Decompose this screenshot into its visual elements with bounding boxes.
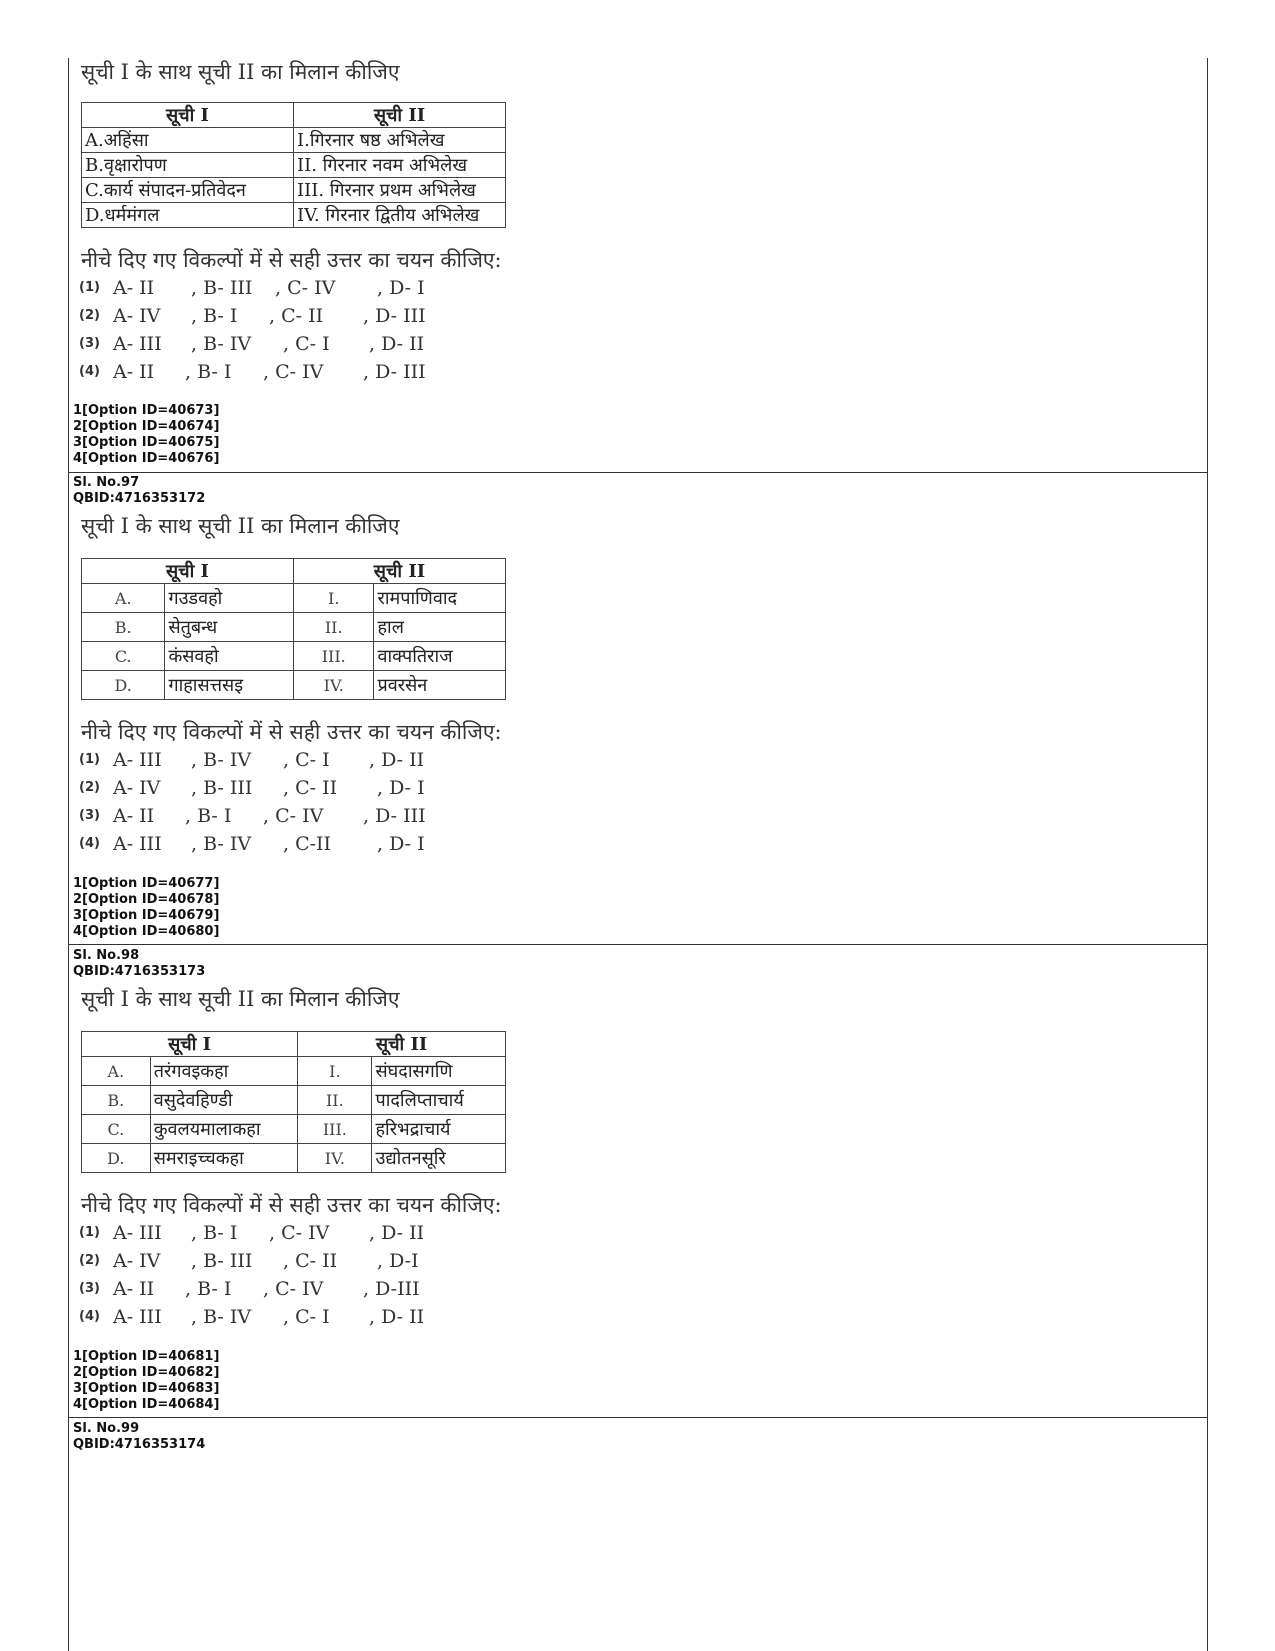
row-label: I. — [293, 584, 373, 613]
row-label: D. — [82, 1144, 151, 1173]
q96-col-head-list2: सूची II — [294, 103, 506, 128]
q96-row-b-left: B.वृक्षारोपण — [82, 153, 294, 178]
option-b: , B- III — [191, 277, 253, 299]
option-c: , C- I — [283, 1306, 330, 1328]
option-c: , C- II — [269, 305, 324, 327]
option-a: A- III — [113, 749, 162, 771]
row-item: उद्योतनसूरि — [372, 1144, 506, 1173]
row-label: II. — [293, 613, 373, 642]
option-c: , C- IV — [269, 1222, 330, 1244]
question-96-text: सूची I के साथ सूची II का मिलान कीजिए — [81, 60, 400, 84]
option-d: , D- II — [369, 1306, 425, 1328]
option-id-2: 2[Option ID=40674] — [73, 419, 220, 434]
q99-sl-no: Sl. No.99 — [73, 1421, 140, 1436]
option-d: , D- I — [377, 777, 425, 799]
option-a: A- III — [113, 1222, 162, 1244]
option-c: , C- IV — [275, 277, 336, 299]
row-item: वाक्पतिराज — [374, 642, 506, 671]
option-b: , B- IV — [191, 749, 252, 771]
row-label: D. — [82, 671, 165, 700]
option-id-4: 4[Option ID=40684] — [73, 1397, 220, 1412]
option-id-3: 3[Option ID=40683] — [73, 1381, 220, 1396]
option-a: A- IV — [113, 777, 161, 799]
row-label: B. — [82, 613, 165, 642]
option-id-1: 1[Option ID=40673] — [73, 403, 220, 418]
option-id-3: 3[Option ID=40679] — [73, 908, 220, 923]
option-id-3: 3[Option ID=40675] — [73, 435, 220, 450]
q98-col-head-list2: सूची II — [298, 1032, 506, 1057]
option-a: A- II — [113, 361, 155, 383]
option-id-4: 4[Option ID=40676] — [73, 451, 220, 466]
option-a: A- II — [113, 1278, 155, 1300]
row-item: कंसवहो — [165, 642, 294, 671]
row-label: IV. — [293, 671, 373, 700]
option-number: (3) — [79, 808, 100, 823]
option-b: , B- III — [191, 777, 253, 799]
question-97-text: सूची I के साथ सूची II का मिलान कीजिए — [81, 514, 400, 538]
option-c: , C- IV — [263, 1278, 324, 1300]
option-number: (4) — [79, 364, 100, 379]
q98-sl-no: Sl. No.98 — [73, 948, 140, 963]
question-divider — [69, 944, 1207, 945]
row-label: A. — [82, 584, 165, 613]
q96-option-ids — [69, 403, 219, 467]
q96-row-d-left: D.धर्ममंगल — [82, 203, 294, 228]
row-item: तरंगवइकहा — [150, 1057, 298, 1086]
q97-qbid: QBID:4716353172 — [73, 491, 206, 506]
option-b: , B- IV — [191, 833, 252, 855]
option-a: A- III — [113, 833, 162, 855]
row-label: C. — [82, 1115, 151, 1144]
option-d: , D-III — [363, 1278, 420, 1300]
option-a: A- IV — [113, 1250, 161, 1272]
row-label: A. — [82, 1057, 151, 1086]
row-label: C. — [82, 642, 165, 671]
option-b: , B- I — [191, 305, 238, 327]
option-b: , B- IV — [191, 1306, 252, 1328]
option-number: (2) — [79, 308, 100, 323]
option-b: , B- IV — [191, 333, 252, 355]
q96-row-c-left: C.कार्य संपादन-प्रतिवेदन — [82, 178, 294, 203]
option-d: , D- II — [369, 333, 425, 355]
row-label: II. — [298, 1086, 372, 1115]
option-c: , C- I — [283, 333, 330, 355]
option-number: (1) — [79, 280, 100, 295]
row-item: कुवलयमालाकहा — [150, 1115, 298, 1144]
option-c: , C- IV — [263, 805, 324, 827]
q98-instruction: नीचे दिए गए विकल्पों में से सही उत्तर का चयन कीजिए: — [81, 1193, 502, 1217]
option-b: , B- I — [185, 361, 232, 383]
option-a: A- III — [113, 1306, 162, 1328]
q96-row-a-left: A.अहिंसा — [82, 128, 294, 153]
q97-col-head-list2: सूची II — [293, 559, 505, 584]
option-c: , C- II — [283, 777, 338, 799]
option-number: (2) — [79, 1253, 100, 1268]
option-a: A- II — [113, 277, 155, 299]
row-item: हरिभद्राचार्य — [372, 1115, 506, 1144]
row-item: रामपाणिवाद — [374, 584, 506, 613]
option-a: A- II — [113, 805, 155, 827]
q97-option-ids — [69, 876, 219, 940]
row-label: B. — [82, 1086, 151, 1115]
row-item: गाहासत्तसइ — [165, 671, 294, 700]
row-label: III. — [293, 642, 373, 671]
q98-match-table — [81, 1031, 506, 1173]
row-item: हाल — [374, 613, 506, 642]
q98-option-ids — [69, 1349, 219, 1413]
option-d: , D- III — [363, 305, 426, 327]
row-item: गउडवहो — [165, 584, 294, 613]
q96-row-a-right: I.गिरनार षष्ठ अभिलेख — [294, 128, 506, 153]
row-item: वसुदेवहिण्डी — [150, 1086, 298, 1115]
option-number: (1) — [79, 752, 100, 767]
option-d: , D- I — [377, 277, 425, 299]
option-number: (3) — [79, 1281, 100, 1296]
option-id-2: 2[Option ID=40682] — [73, 1365, 220, 1380]
option-c: , C-II — [283, 833, 332, 855]
q96-col-head-list1: सूची I — [82, 103, 294, 128]
q98-header — [69, 948, 205, 980]
q99-qbid: QBID:4716353174 — [73, 1437, 206, 1452]
option-d: , D- II — [369, 1222, 425, 1244]
option-b: , B- I — [185, 805, 232, 827]
row-item: पादलिप्ताचार्य — [372, 1086, 506, 1115]
option-b: , B- III — [191, 1250, 253, 1272]
option-b: , B- I — [185, 1278, 232, 1300]
q97-match-table — [81, 558, 506, 700]
question-paper-page — [68, 58, 1208, 1651]
row-item: संघदासगणि — [372, 1057, 506, 1086]
q96-row-c-right: III. गिरनार प्रथम अभिलेख — [294, 178, 506, 203]
question-98-text: सूची I के साथ सूची II का मिलान कीजिए — [81, 987, 400, 1011]
option-d: , D- III — [363, 361, 426, 383]
row-item: प्रवरसेन — [374, 671, 506, 700]
option-c: , C- I — [283, 749, 330, 771]
q97-col-head-list1: सूची I — [82, 559, 294, 584]
option-number: (2) — [79, 780, 100, 795]
q97-instruction: नीचे दिए गए विकल्पों में से सही उत्तर का चयन कीजिए: — [81, 720, 502, 744]
row-item: समराइच्चकहा — [150, 1144, 298, 1173]
option-number: (4) — [79, 1309, 100, 1324]
option-a: A- III — [113, 333, 162, 355]
row-label: III. — [298, 1115, 372, 1144]
q97-sl-no: Sl. No.97 — [73, 475, 140, 490]
row-item: सेतुबन्ध — [165, 613, 294, 642]
row-label: I. — [298, 1057, 372, 1086]
q96-instruction: नीचे दिए गए विकल्पों में से सही उत्तर का चयन कीजिए: — [81, 248, 502, 272]
option-id-4: 4[Option ID=40680] — [73, 924, 220, 939]
q98-qbid: QBID:4716353173 — [73, 964, 206, 979]
option-number: (4) — [79, 836, 100, 851]
option-d: , D- III — [363, 805, 426, 827]
option-c: , C- II — [283, 1250, 338, 1272]
option-id-2: 2[Option ID=40678] — [73, 892, 220, 907]
option-d: , D- I — [377, 833, 425, 855]
row-label: IV. — [298, 1144, 372, 1173]
option-id-1: 1[Option ID=40681] — [73, 1349, 220, 1364]
q97-header — [69, 475, 205, 507]
option-a: A- IV — [113, 305, 161, 327]
q98-col-head-list1: सूची I — [82, 1032, 298, 1057]
option-c: , C- IV — [263, 361, 324, 383]
q96-row-d-right: IV. गिरनार द्वितीय अभिलेख — [294, 203, 506, 228]
option-number: (3) — [79, 336, 100, 351]
q96-row-b-right: II. गिरनार नवम अभिलेख — [294, 153, 506, 178]
question-divider — [69, 472, 1207, 473]
option-number: (1) — [79, 1225, 100, 1240]
option-d: , D- II — [369, 749, 425, 771]
question-divider — [69, 1417, 1207, 1418]
option-id-1: 1[Option ID=40677] — [73, 876, 220, 891]
q96-match-table — [81, 102, 506, 228]
option-b: , B- I — [191, 1222, 238, 1244]
q99-header — [69, 1421, 205, 1453]
option-d: , D-I — [377, 1250, 419, 1272]
